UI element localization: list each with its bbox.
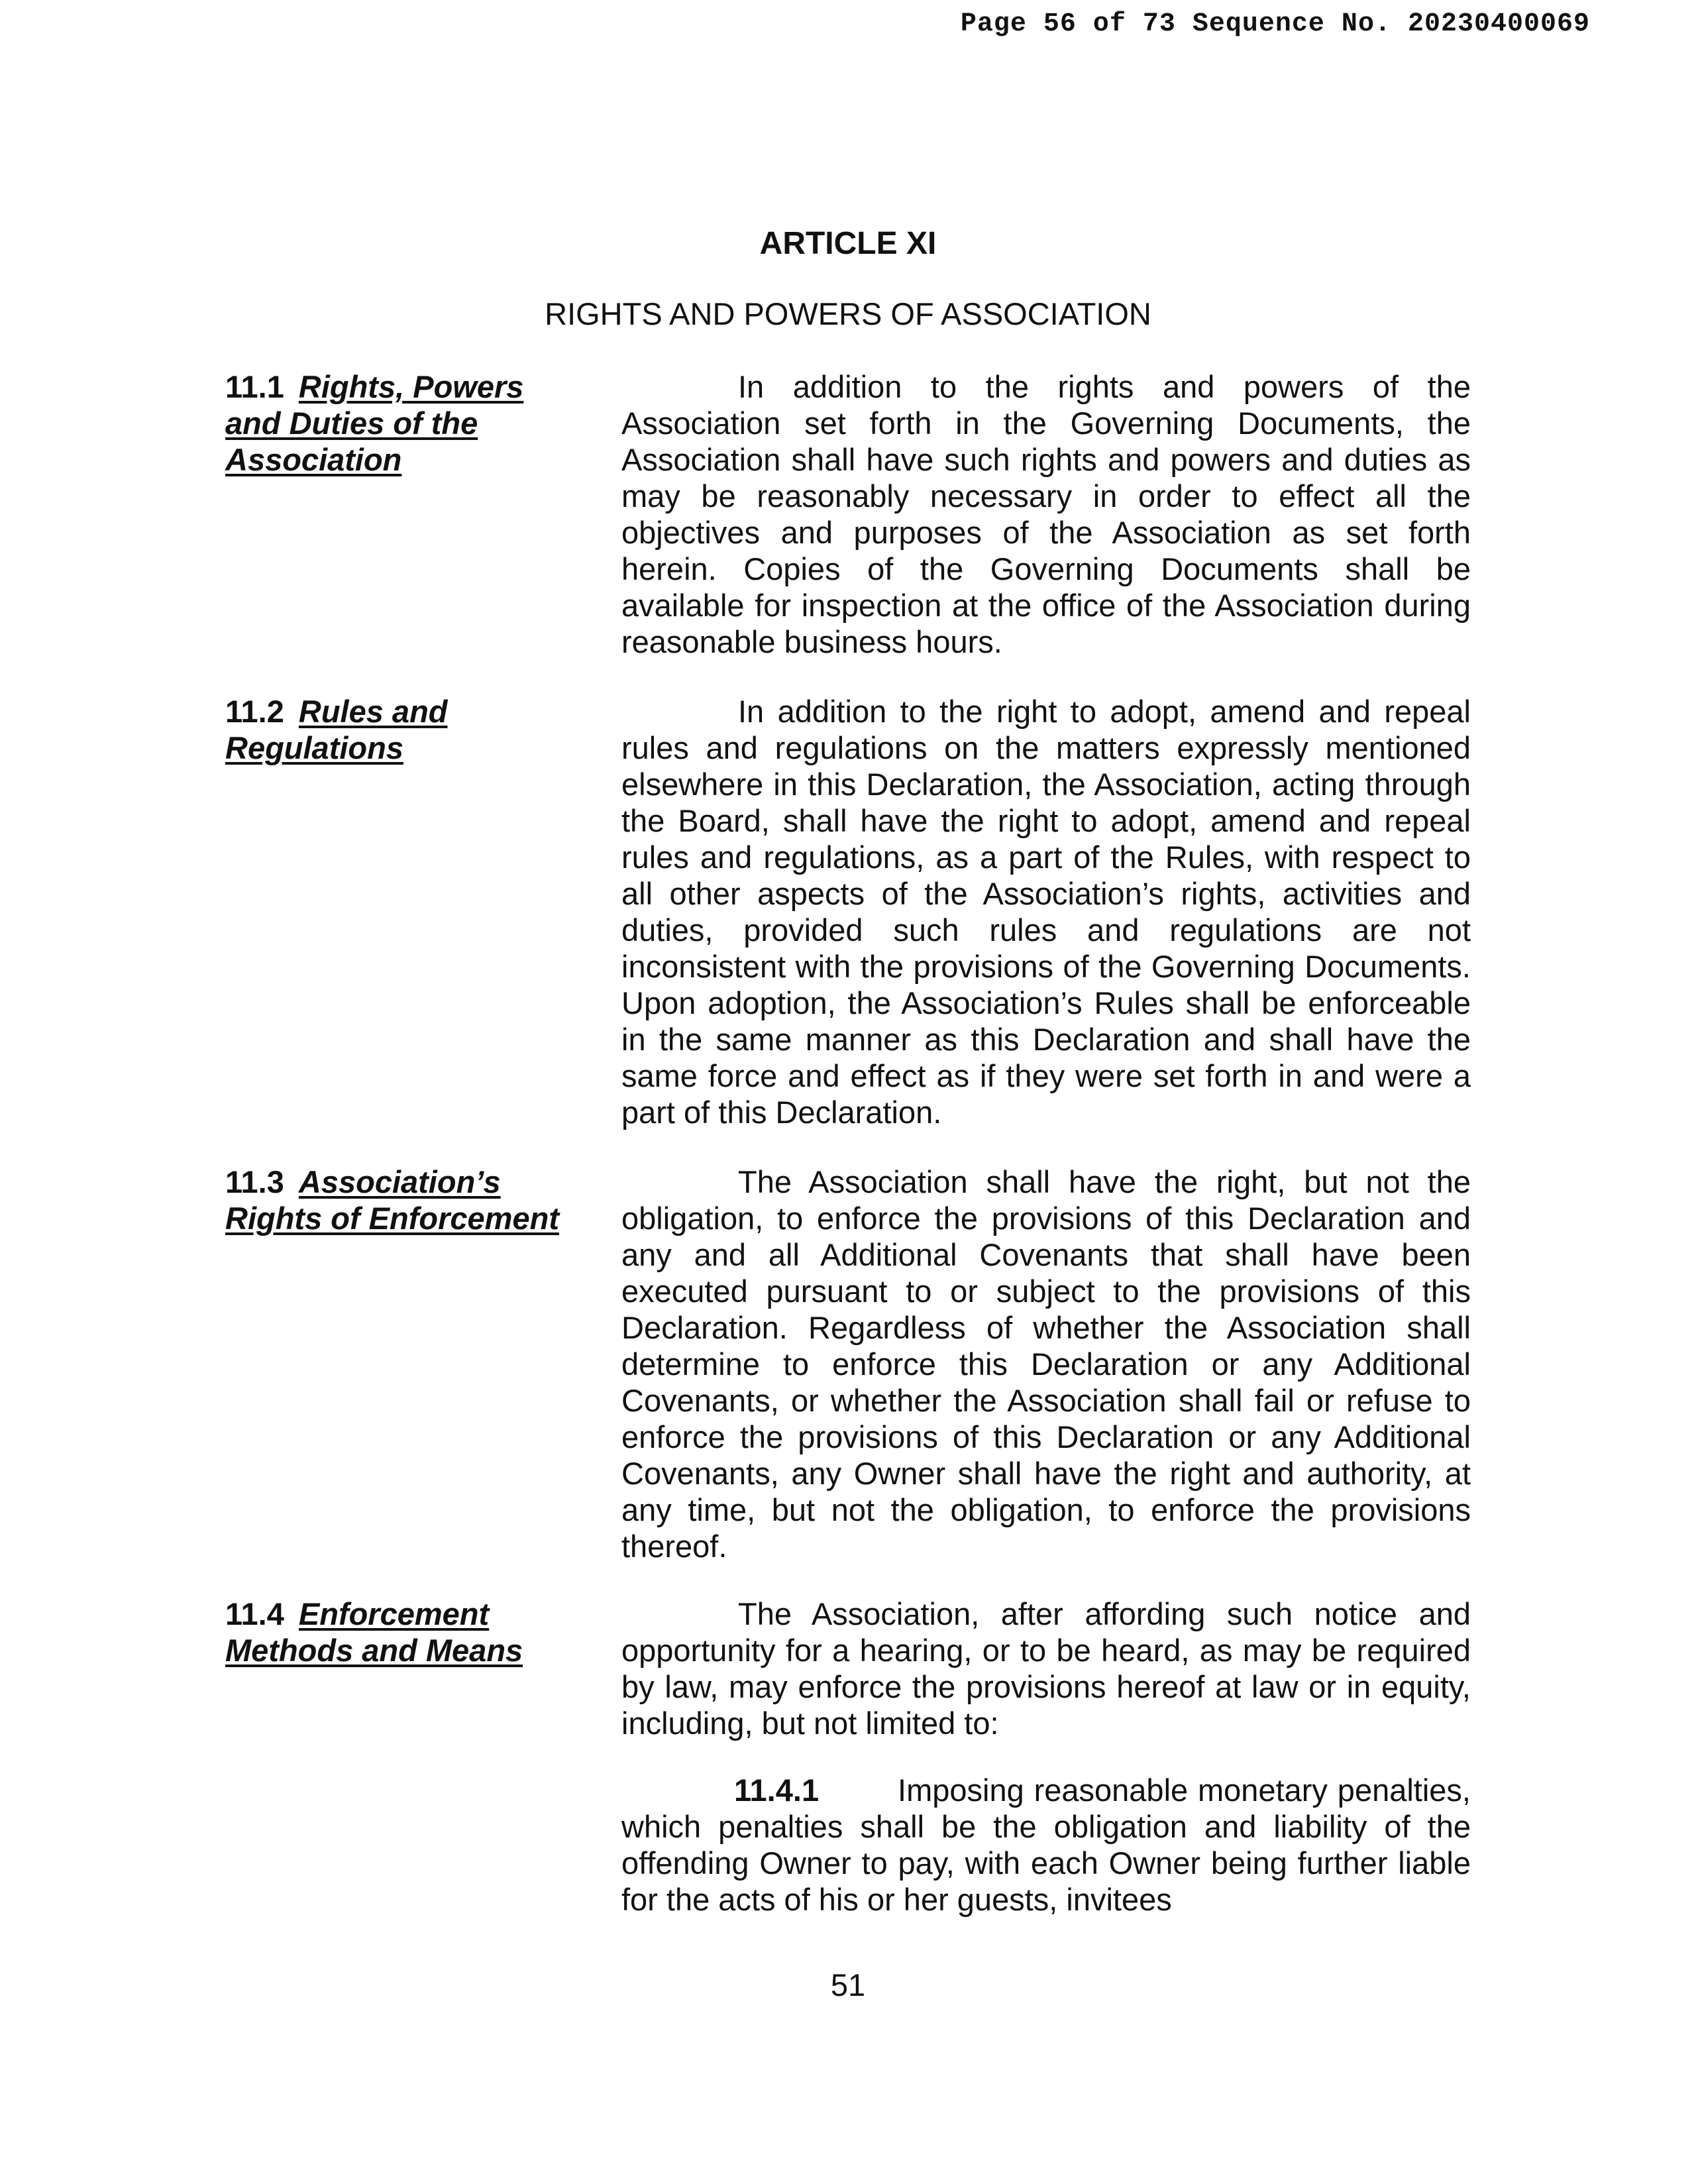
section-title: Rules and Regulations: [225, 694, 448, 765]
article-subtitle: RIGHTS AND POWERS OF ASSOCIATION: [545, 296, 1151, 331]
section-number: 11.1: [225, 369, 284, 404]
section-11-3-text: The Association shall have the right, but not the obligation, to enforce the provisions of this Declaration and any and all Additional Covenants that shall have been executed pursuant to or subject to the provisions of this Declaration. Regardless of whether the Association shall determine to enforce this Declaration or any Additional Covenants, or whether the Association shall fail or refuse to enforce the provisions of this Declaration or any Additional Covenants, any Owner shall have the right and authority, at any time, but not the obligation, to enforce the provisions thereof.: [621, 1164, 1471, 1564]
section-number: 11.4: [225, 1596, 284, 1631]
section-11-1-heading: [225, 368, 583, 478]
section-11-4-heading: [225, 1596, 570, 1668]
section-title: Rights, Powers and Duties of the Association: [225, 369, 524, 477]
subsection-number: 11.4.1: [734, 1773, 820, 1808]
section-11-4-text: The Association, after affording such notice and opportunity for a hearing, or to be heard, as may be required by law, may enforce the provisions hereof at law or in equity, including, but not limited to:: [621, 1596, 1471, 1741]
subsection-text: Imposing reasonable monetary penalties, which penalties shall be the obligation and liability of the offending Owner to pay, with each Owner being further liable for the acts of his or her guests, invitees: [621, 1773, 1471, 1917]
section-number: 11.2: [225, 694, 284, 729]
section-title: Association’s Rights of Enforcement: [225, 1164, 559, 1236]
section-title: Enforcement Methods and Means: [225, 1596, 523, 1668]
section-11-3-heading: [225, 1164, 583, 1236]
section-11-2-text: In addition to the right to adopt, amend and repeal rules and regulations on the matters expressly mentioned elsewhere in this Declaration, the Association, acting through the Board, shall have the right to adopt, amend and repeal rules and regulations, as a part of the Rules, with respect to all other aspects of the Association’s rights, activities and duties, provided such rules and regulations are not inconsistent with the provisions of the Governing Documents. Upon adoption, the Association’s Rules shall be enforceable in the same manner as this Declaration and shall have the same force and effect as if they were set forth in and were a part of this Declaration.: [621, 694, 1471, 1130]
article-title: ARTICLE XI: [759, 226, 937, 261]
page-sequence-stamp: Page 56 of 73 Sequence No. 20230400069: [960, 9, 1590, 39]
section-number: 11.3: [225, 1164, 284, 1199]
section-11-2-heading: [225, 693, 543, 766]
page-number: 51: [830, 1967, 866, 2002]
subsection-11-4-1: [621, 1772, 1471, 1918]
section-11-1-text: In addition to the rights and powers of the Association set forth in the Governing Documents, the Association shall have such rights and powers and duties as may be reasonably necessary in order to effect all the objectives and purposes of the Association as set forth herein. Copies of the Governing Documents shall be available for inspection at the office of the Association during reasonable business hours.: [621, 369, 1471, 659]
